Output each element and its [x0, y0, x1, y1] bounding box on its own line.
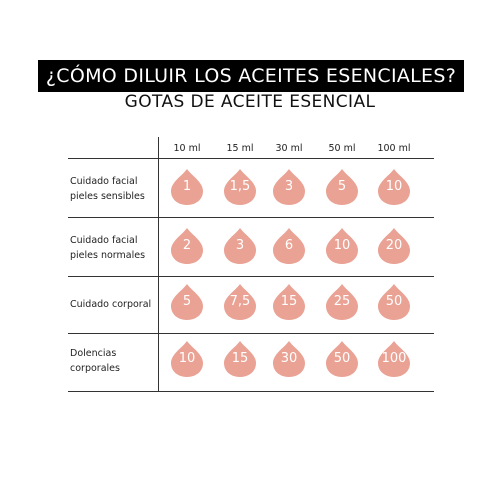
- drop-cell: [377, 340, 411, 378]
- drop-cell: [325, 168, 359, 206]
- drop-value: 5: [182, 294, 192, 309]
- table-divider: [68, 158, 434, 159]
- title-bar: [38, 60, 464, 92]
- drop-cell: [377, 283, 411, 321]
- drop-cell: [377, 227, 411, 265]
- drop-value: 5: [337, 179, 347, 194]
- drop-value: 20: [385, 238, 403, 253]
- drop-value: 15: [231, 351, 249, 366]
- drop-value: 7,5: [229, 294, 251, 309]
- row-label-line: pieles sensibles: [70, 191, 145, 202]
- drop-cell: [170, 340, 204, 378]
- drop-value: 1: [182, 179, 192, 194]
- drop-value: 2: [182, 238, 192, 253]
- row-label-line: corporales: [70, 363, 120, 374]
- row-label-line: pieles normales: [70, 250, 146, 261]
- drop-value: 3: [235, 238, 245, 253]
- drop-cell: [170, 283, 204, 321]
- drop-cell: [223, 340, 257, 378]
- column-header: 10 ml: [173, 143, 201, 154]
- drop-cell: [272, 340, 306, 378]
- drop-value: 10: [178, 351, 196, 366]
- row-label: [70, 346, 160, 376]
- drop-value: 100: [381, 351, 407, 366]
- drop-value: 50: [385, 294, 403, 309]
- drop-cell: [223, 283, 257, 321]
- row-label-line: Cuidado facial: [70, 176, 138, 187]
- column-header: 100 ml: [377, 143, 411, 154]
- drop-cell: [325, 227, 359, 265]
- drop-value: 10: [385, 179, 403, 194]
- row-label-line: Cuidado corporal: [70, 298, 152, 310]
- drop-value: 15: [280, 294, 298, 309]
- column-header: 50 ml: [328, 143, 356, 154]
- page-title: ¿CÓMO DILUIR LOS ACEITES ESENCIALES?: [45, 65, 457, 87]
- table-divider: [68, 217, 434, 218]
- drop-cell: [272, 227, 306, 265]
- row-label-line: Cuidado facial: [70, 235, 138, 246]
- table-divider: [68, 391, 434, 392]
- drop-value: 30: [280, 351, 298, 366]
- drop-cell: [223, 168, 257, 206]
- row-label: [70, 233, 160, 263]
- column-header: 15 ml: [226, 143, 254, 154]
- row-label-line: Dolencias: [70, 348, 117, 359]
- row-label: [70, 297, 160, 312]
- drop-cell: [325, 340, 359, 378]
- subtitle: GOTAS DE ACEITE ESENCIAL: [124, 92, 376, 112]
- row-label: [70, 174, 160, 204]
- drop-cell: [272, 283, 306, 321]
- drop-value: 3: [284, 179, 294, 194]
- drop-cell: [170, 227, 204, 265]
- drop-cell: [377, 168, 411, 206]
- table-divider: [68, 333, 434, 334]
- drop-cell: [223, 227, 257, 265]
- drop-value: 6: [284, 238, 294, 253]
- column-header: 30 ml: [275, 143, 303, 154]
- drop-value: 1,5: [229, 179, 251, 194]
- drop-value: 50: [333, 351, 351, 366]
- table-divider: [68, 276, 434, 277]
- drop-cell: [170, 168, 204, 206]
- drop-value: 25: [333, 294, 351, 309]
- drop-cell: [325, 283, 359, 321]
- drop-value: 10: [333, 238, 351, 253]
- drop-cell: [272, 168, 306, 206]
